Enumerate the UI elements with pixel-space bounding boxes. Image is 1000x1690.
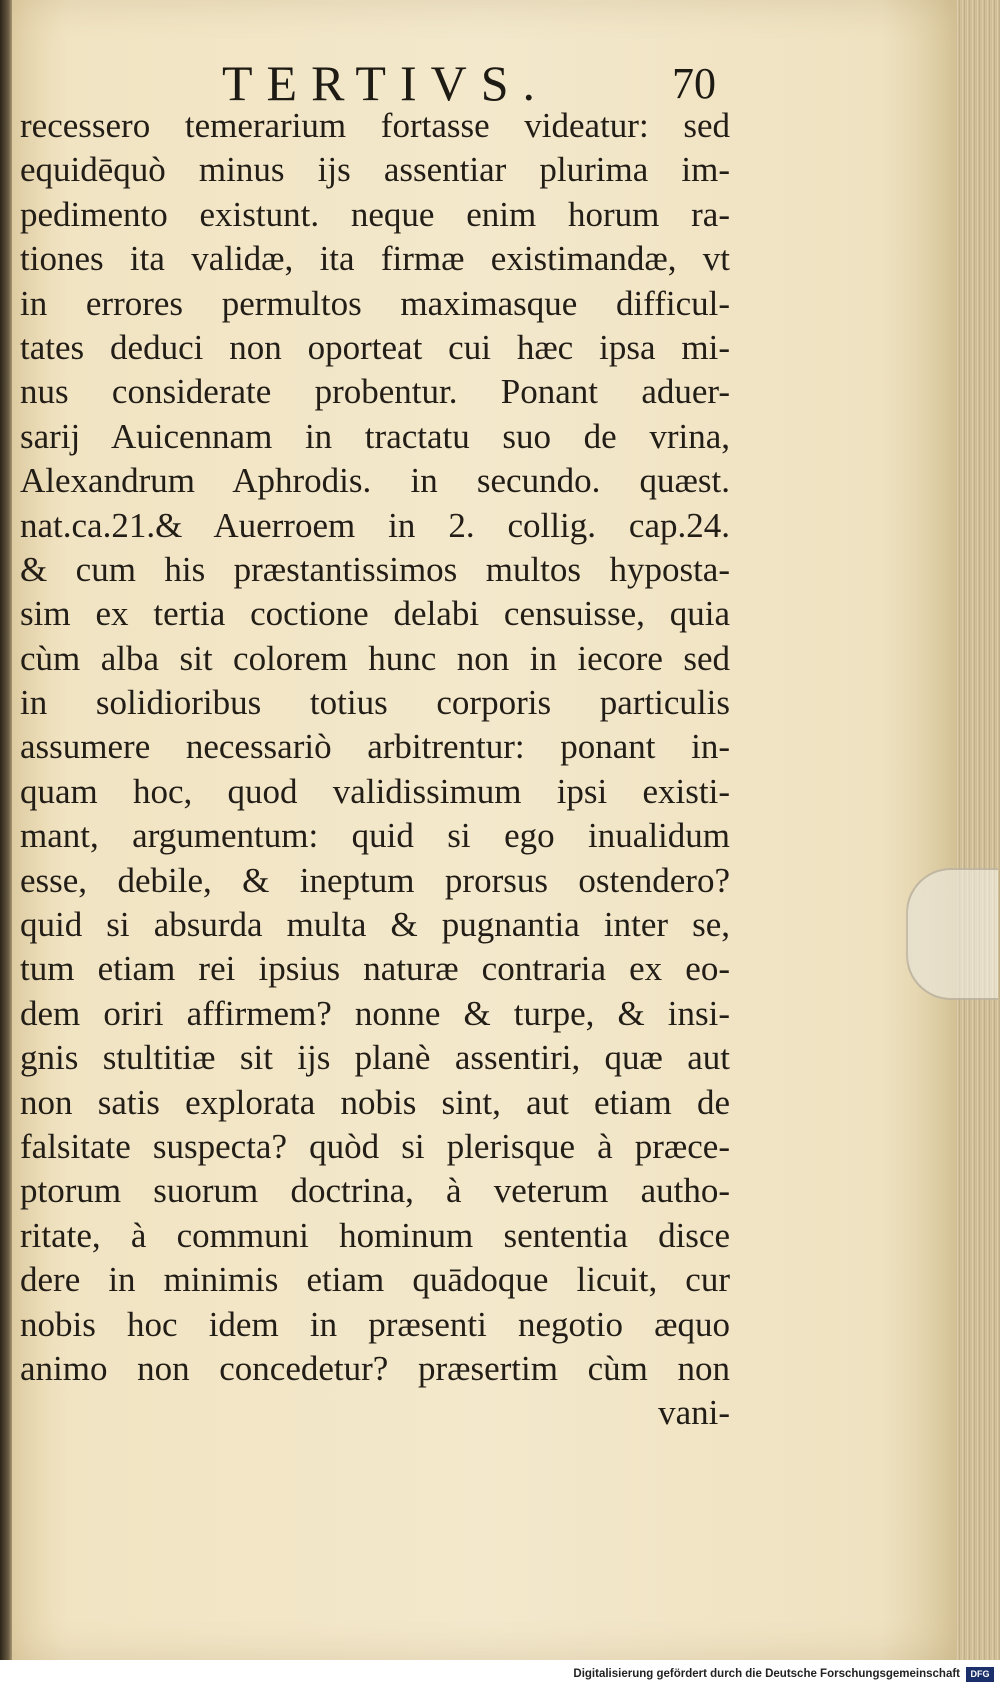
text-line: sim ex tertia coctione delabi censuisse, quia [20, 594, 730, 634]
text-line: dere in minimis etiam quādoque licuit, cur [20, 1260, 730, 1300]
text-line: equidēquò minus ijs assentiar plurima im- [20, 150, 730, 190]
page-number: 70 [672, 59, 716, 108]
text-line: falsitate suspecta? quòd si plerisque à præce- [20, 1126, 730, 1166]
footer-credit: Digitalisierung gefördert durch die Deutsche Forschungsgemeinschaft [573, 1668, 960, 1680]
footer-bar [0, 1660, 1000, 1690]
text-line: gnis stultitiæ sit ijs planè assentiri, quæ aut [20, 1038, 730, 1078]
text-line: Alexandrum Aphrodis. in secundo. quæst. [20, 461, 730, 501]
text-line: cùm alba sit colorem hunc non in iecore sed [20, 638, 730, 678]
text-line: recessero temerarium fortasse videatur: sed [20, 106, 730, 145]
page-clip [906, 868, 998, 1000]
text-line: nat.ca.21.& Auerroem in 2. collig. cap.24. [20, 505, 730, 545]
text-line: non satis explorata nobis sint, aut etiam de [20, 1082, 730, 1122]
text-line: dem oriri affirmem? nonne & turpe, & insi- [20, 993, 730, 1033]
dfg-logo-icon: DFG [966, 1667, 994, 1682]
text-line: tiones ita validæ, ita firmæ existimandæ, vt [20, 239, 730, 279]
text-line: tates deduci non oporteat cui hæc ipsa mi- [20, 327, 730, 367]
body-text [20, 104, 730, 1436]
text-line: nus considerate probentur. Ponant aduer- [20, 372, 730, 412]
text-line: in errores permultos maximasque difficul- [20, 283, 730, 323]
text-line: & cum his præstantissimos multos hyposta- [20, 549, 730, 589]
text-line: in solidioribus totius corporis particulis [20, 683, 730, 723]
text-line: quam hoc, quod validissimum ipsi existi- [20, 771, 730, 811]
text-line: ptorum suorum doctrina, à veterum autho- [20, 1171, 730, 1211]
page-fore-edge [956, 0, 1000, 1660]
text-line: esse, debile, & ineptum prorsus ostendero? [20, 860, 730, 900]
text-line: sarij Auicennam in tractatu suo de vrina, [20, 416, 730, 456]
text-line: assumere necessariò arbitrentur: ponant in- [20, 727, 730, 767]
text-line: quid si absurda multa & pugnantia inter se, [20, 905, 730, 945]
text-line: tum etiam rei ipsius naturæ contraria ex eo- [20, 949, 730, 989]
catchword: vani- [658, 1393, 730, 1433]
running-head: TERTIVS. [222, 55, 550, 111]
text-line: pedimento existunt. neque enim horum ra- [20, 194, 730, 234]
text-line: nobis hoc idem in præsenti negotio æquo [20, 1304, 730, 1344]
text-line: mant, argumentum: quid si ego inualidum [20, 816, 730, 856]
text-line: animo non concedetur? præsertim cùm non [20, 1348, 730, 1388]
text-line: ritate, à communi hominum sententia disce [20, 1215, 730, 1255]
